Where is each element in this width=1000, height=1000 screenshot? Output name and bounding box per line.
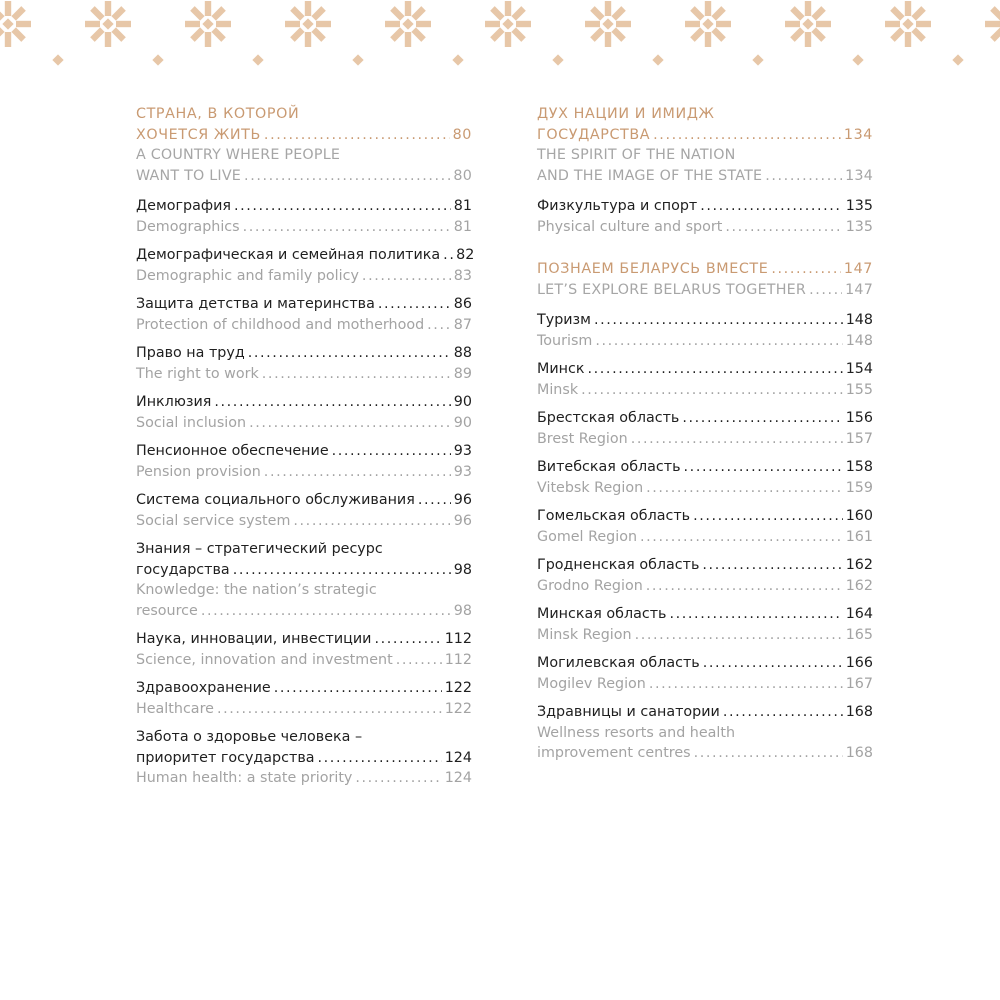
page-number: 159 bbox=[845, 479, 873, 496]
toc-line bbox=[537, 743, 873, 764]
toc-line bbox=[136, 462, 472, 483]
page-number: 93 bbox=[453, 443, 472, 459]
toc-entry-title: Здравницы и санатории bbox=[537, 704, 720, 720]
ornament-border bbox=[0, 0, 1000, 72]
snowflake-ornament-icon bbox=[85, 1, 131, 47]
page-number: 80 bbox=[452, 126, 472, 143]
toc-entry bbox=[537, 359, 873, 400]
toc-entry bbox=[537, 196, 873, 237]
toc-entry-title: ПОЗНАЕМ БЕЛАРУСЬ ВМЕСТЕ bbox=[537, 261, 769, 277]
toc-line bbox=[136, 343, 472, 364]
page-number: 134 bbox=[843, 126, 873, 143]
toc-entry-title: Знания – стратегический ресурс bbox=[136, 541, 383, 557]
page-number: 134 bbox=[845, 167, 873, 184]
toc-entry-title: Витебская область bbox=[537, 459, 681, 475]
toc-line bbox=[537, 674, 873, 695]
toc-entry-title: The right to work bbox=[136, 365, 259, 382]
toc-line bbox=[537, 217, 873, 238]
toc-line bbox=[136, 125, 472, 146]
toc-line bbox=[136, 196, 472, 217]
dot-leader bbox=[640, 527, 843, 548]
dot-leader bbox=[725, 217, 842, 238]
page-number: 165 bbox=[845, 626, 873, 643]
dot-leader bbox=[587, 359, 842, 380]
toc-entry-title: Физкультура и спорт bbox=[537, 198, 698, 214]
page-number: 81 bbox=[453, 198, 472, 214]
toc-line bbox=[136, 768, 472, 789]
dot-leader bbox=[248, 343, 451, 364]
toc-line bbox=[537, 166, 873, 187]
snowflake-ornament-icon bbox=[985, 1, 1000, 47]
toc-line bbox=[136, 145, 472, 166]
toc-entry bbox=[136, 441, 472, 482]
page-number: 112 bbox=[444, 631, 472, 647]
toc-entry-title: resource bbox=[136, 602, 198, 619]
toc-entry-title: Минская область bbox=[537, 606, 667, 622]
toc-entry bbox=[136, 392, 472, 433]
page-number: 122 bbox=[444, 680, 472, 696]
toc-line bbox=[537, 104, 873, 125]
toc-line bbox=[537, 145, 873, 166]
page-number: 81 bbox=[453, 218, 472, 235]
toc-line bbox=[537, 196, 873, 217]
toc-line bbox=[136, 490, 472, 511]
page-number: 158 bbox=[845, 459, 873, 475]
toc-entry-title: Minsk Region bbox=[537, 626, 632, 643]
toc-entry-title: Healthcare bbox=[136, 700, 214, 717]
toc-line bbox=[537, 478, 873, 499]
dot-leader bbox=[684, 457, 843, 478]
page-number: 124 bbox=[444, 749, 472, 766]
dot-leader bbox=[631, 429, 843, 450]
page-number: 166 bbox=[845, 655, 873, 671]
diamond-ornament-icon bbox=[952, 54, 963, 65]
toc-line bbox=[136, 580, 472, 601]
dot-leader bbox=[703, 653, 843, 674]
toc-entry-title: Забота о здоровье человека – bbox=[136, 729, 363, 745]
diamond-ornament-icon bbox=[552, 54, 563, 65]
toc-line bbox=[136, 650, 472, 671]
toc-line bbox=[537, 457, 873, 478]
dot-leader bbox=[355, 768, 441, 789]
toc-line bbox=[537, 408, 873, 429]
page-number: 167 bbox=[845, 675, 873, 692]
toc-entry-title: Наука, инновации, инвестиции bbox=[136, 631, 372, 647]
dot-leader bbox=[635, 625, 843, 646]
dot-leader bbox=[201, 601, 451, 622]
toc-entry-title: Social service system bbox=[136, 512, 291, 529]
toc-entry-title: Инклюзия bbox=[136, 394, 212, 410]
page-number: 135 bbox=[845, 218, 873, 235]
page-number: 156 bbox=[845, 410, 873, 426]
toc-line bbox=[136, 364, 472, 385]
toc-entry bbox=[537, 506, 873, 547]
page-number: 96 bbox=[453, 492, 472, 508]
toc-entry bbox=[136, 104, 472, 186]
dot-leader bbox=[243, 217, 451, 238]
toc-line bbox=[537, 653, 873, 674]
toc-entry bbox=[136, 196, 472, 237]
page-number: 112 bbox=[444, 651, 472, 668]
page-number: 147 bbox=[845, 281, 873, 298]
toc-line bbox=[136, 294, 472, 315]
dot-leader bbox=[653, 125, 841, 146]
dot-leader bbox=[214, 392, 450, 413]
toc-entry-title: Gomel Region bbox=[537, 528, 638, 545]
dot-leader bbox=[771, 259, 841, 280]
dot-leader bbox=[318, 748, 442, 769]
page-number: 122 bbox=[444, 700, 472, 717]
toc-entry-title: Protection of childhood and motherhood bbox=[136, 316, 425, 333]
dot-leader bbox=[234, 196, 451, 217]
toc-entry-title: LET’S EXPLORE BELARUS TOGETHER bbox=[537, 281, 807, 298]
toc-line bbox=[136, 104, 472, 125]
toc-line bbox=[136, 392, 472, 413]
toc-line bbox=[537, 259, 873, 280]
diamond-ornament-icon bbox=[452, 54, 463, 65]
diamond-ornament-icon bbox=[252, 54, 263, 65]
dot-leader bbox=[700, 196, 842, 217]
page-number: 93 bbox=[453, 463, 472, 480]
toc-entry-title: Knowledge: the nation’s strategic bbox=[136, 582, 377, 598]
toc-line bbox=[136, 441, 472, 462]
toc-line bbox=[537, 723, 873, 744]
toc-line bbox=[136, 511, 472, 532]
snowflake-ornament-icon bbox=[0, 1, 31, 47]
page-number: 80 bbox=[453, 167, 472, 184]
dot-leader bbox=[293, 511, 450, 532]
page-number: 168 bbox=[845, 704, 873, 720]
toc-entry-title: Пенсионное обеспечение bbox=[136, 443, 329, 459]
dot-leader bbox=[646, 478, 843, 499]
toc-line bbox=[537, 380, 873, 401]
toc-entry-title: ГОСУДАРСТВА bbox=[537, 126, 651, 143]
page-number: 148 bbox=[845, 312, 873, 328]
page-number: 154 bbox=[845, 361, 873, 377]
diamond-ornament-icon bbox=[652, 54, 663, 65]
dot-leader bbox=[274, 678, 442, 699]
dot-leader bbox=[264, 462, 451, 483]
dot-leader bbox=[217, 699, 442, 720]
dot-leader bbox=[418, 490, 451, 511]
diamond-ornament-icon bbox=[352, 54, 363, 65]
dot-leader bbox=[581, 380, 843, 401]
dot-leader bbox=[595, 331, 842, 352]
dot-leader bbox=[262, 364, 451, 385]
dot-leader bbox=[443, 245, 453, 266]
toc-entry-title: СТРАНА, В КОТОРОЙ bbox=[136, 106, 300, 122]
toc-entry-title: Гомельская область bbox=[537, 508, 691, 524]
toc-entry bbox=[537, 408, 873, 449]
toc-entry-title: Минск bbox=[537, 361, 585, 377]
toc-entry-title: ДУХ НАЦИИ И ИМИДЖ bbox=[537, 106, 715, 122]
page-number: 162 bbox=[845, 557, 873, 573]
toc-entry bbox=[136, 539, 472, 621]
toc-line bbox=[537, 310, 873, 331]
dot-leader bbox=[723, 702, 843, 723]
page-number: 135 bbox=[845, 198, 873, 214]
dot-leader bbox=[693, 506, 843, 527]
toc-entry bbox=[136, 245, 475, 286]
toc-line bbox=[136, 748, 472, 769]
toc-entry bbox=[136, 727, 472, 789]
page-number: 148 bbox=[845, 332, 873, 349]
toc-line bbox=[136, 245, 475, 266]
toc-entry-title: Туризм bbox=[537, 312, 591, 328]
page-number: 162 bbox=[845, 577, 873, 594]
toc-entry bbox=[537, 310, 873, 351]
snowflake-ornament-icon bbox=[185, 1, 231, 47]
snowflake-ornament-icon bbox=[385, 1, 431, 47]
dot-leader bbox=[646, 576, 843, 597]
toc-line bbox=[136, 601, 472, 622]
page-number: 161 bbox=[845, 528, 873, 545]
dot-leader bbox=[702, 555, 842, 576]
toc-line bbox=[537, 280, 873, 301]
dot-leader bbox=[264, 125, 450, 146]
toc-entry-title: Могилевская область bbox=[537, 655, 700, 671]
toc-entry-title: Science, innovation and investment bbox=[136, 651, 393, 668]
toc-entry bbox=[537, 259, 873, 300]
dot-leader bbox=[362, 266, 451, 287]
toc-entry bbox=[537, 555, 873, 596]
toc-line bbox=[136, 699, 472, 720]
page-number: 124 bbox=[444, 770, 472, 786]
toc-line bbox=[136, 315, 472, 336]
toc-entry bbox=[136, 629, 472, 670]
toc-entry-title: THE SPIRIT OF THE NATION bbox=[537, 147, 736, 163]
toc-entry-title: Демография bbox=[136, 198, 231, 214]
toc-entry bbox=[136, 294, 472, 335]
toc-line bbox=[537, 702, 873, 723]
toc-entry-title: Pension provision bbox=[136, 463, 261, 480]
diamond-ornament-icon bbox=[152, 54, 163, 65]
diamond-ornament-icon bbox=[852, 54, 863, 65]
toc-line bbox=[537, 576, 873, 597]
toc-line bbox=[537, 555, 873, 576]
toc-entry-title: Vitebsk Region bbox=[537, 479, 644, 496]
dot-leader bbox=[594, 310, 843, 331]
toc-entry-title: Демографическая и семейная политика bbox=[136, 247, 441, 263]
dot-leader bbox=[682, 408, 842, 429]
toc-entry bbox=[537, 604, 873, 645]
page-number: 82 bbox=[456, 247, 475, 263]
toc-entry-title: A COUNTRY WHERE PEOPLE bbox=[136, 147, 341, 163]
toc-entry-title: Human health: a state priority bbox=[136, 770, 353, 786]
toc-entry-title: Social inclusion bbox=[136, 414, 247, 431]
toc-entry bbox=[537, 104, 873, 186]
snowflake-ornament-icon bbox=[285, 1, 331, 47]
dot-leader bbox=[396, 650, 442, 671]
toc-entry bbox=[537, 457, 873, 498]
toc-left-column bbox=[136, 104, 475, 797]
page-number: 164 bbox=[845, 606, 873, 622]
toc-entry bbox=[537, 702, 873, 764]
toc-entry-title: Здравоохранение bbox=[136, 680, 271, 696]
dot-leader bbox=[244, 166, 450, 187]
page-number: 168 bbox=[845, 745, 873, 761]
page-number: 83 bbox=[453, 267, 472, 284]
page-number: 96 bbox=[453, 512, 472, 529]
dot-leader bbox=[649, 674, 843, 695]
toc-line bbox=[136, 678, 472, 699]
page-number: 157 bbox=[845, 430, 873, 447]
toc-entry-title: Demographic and family policy bbox=[136, 267, 359, 284]
snowflake-ornament-icon bbox=[485, 1, 531, 47]
toc-right-column bbox=[537, 104, 873, 772]
page-number: 98 bbox=[453, 561, 472, 578]
page-number: 147 bbox=[843, 261, 873, 277]
toc-entry-title: государства bbox=[136, 561, 230, 578]
page-number: 155 bbox=[845, 381, 873, 398]
toc-entry-title: Tourism bbox=[537, 332, 593, 349]
toc-entry-title: Grodno Region bbox=[537, 577, 643, 594]
toc-line bbox=[136, 727, 472, 748]
toc-line bbox=[136, 217, 472, 238]
toc-line bbox=[537, 359, 873, 380]
toc-entry-title: приоритет государства bbox=[136, 749, 315, 766]
toc-entry-title: Physical culture and sport bbox=[537, 218, 723, 235]
toc-entry-title: improvement centres bbox=[537, 745, 691, 761]
toc-entry-title: AND THE IMAGE OF THE STATE bbox=[537, 167, 763, 184]
dot-leader bbox=[694, 743, 843, 764]
toc-line bbox=[136, 629, 472, 650]
toc-line bbox=[537, 506, 873, 527]
toc-entry bbox=[136, 678, 472, 719]
page-number: 87 bbox=[453, 316, 472, 333]
dot-leader bbox=[233, 560, 451, 581]
page-number: 98 bbox=[453, 602, 472, 619]
toc-line bbox=[537, 604, 873, 625]
page-number: 90 bbox=[453, 414, 472, 431]
toc-entry bbox=[136, 343, 472, 384]
toc-line bbox=[136, 560, 472, 581]
dot-leader bbox=[765, 166, 842, 187]
toc-entry-title: Brest Region bbox=[537, 430, 628, 447]
toc-line bbox=[537, 331, 873, 352]
toc-line bbox=[136, 166, 472, 187]
page-number: 90 bbox=[453, 394, 472, 410]
snowflake-ornament-icon bbox=[585, 1, 631, 47]
diamond-ornament-icon bbox=[52, 54, 63, 65]
toc-line bbox=[537, 429, 873, 450]
toc-entry-title: Право на труд bbox=[136, 345, 245, 361]
dot-leader bbox=[332, 441, 451, 462]
toc-entry-title: Брестская область bbox=[537, 410, 680, 426]
page-number: 88 bbox=[453, 345, 472, 361]
toc-entry-title: Гродненская область bbox=[537, 557, 700, 573]
toc-entry-title: Wellness resorts and health bbox=[537, 724, 736, 741]
snowflake-ornament-icon bbox=[685, 1, 731, 47]
page-number: 89 bbox=[453, 365, 472, 382]
dot-leader bbox=[374, 629, 441, 650]
page-number: 160 bbox=[845, 508, 873, 524]
dot-leader bbox=[378, 294, 451, 315]
toc-entry-title: Minsk bbox=[537, 381, 579, 398]
dot-leader bbox=[249, 413, 451, 434]
toc-line bbox=[537, 527, 873, 548]
diamond-ornament-icon bbox=[752, 54, 763, 65]
toc-entry bbox=[537, 653, 873, 694]
dot-leader bbox=[809, 280, 842, 301]
toc-entry bbox=[136, 490, 472, 531]
toc-entry-title: Защита детства и материнства bbox=[136, 296, 375, 312]
toc-entry-title: Demographics bbox=[136, 218, 240, 235]
snowflake-ornament-icon bbox=[785, 1, 831, 47]
toc-line bbox=[537, 625, 873, 646]
toc-line bbox=[136, 413, 472, 434]
dot-leader bbox=[427, 315, 451, 336]
snowflake-ornament-icon bbox=[885, 1, 931, 47]
toc-entry-title: Система социального обслуживания bbox=[136, 492, 415, 508]
toc-entry-title: WANT TO LIVE bbox=[136, 167, 242, 184]
toc-line bbox=[537, 125, 873, 146]
toc-line bbox=[136, 539, 472, 560]
toc-line bbox=[136, 266, 472, 287]
toc-entry-title: ХОЧЕТСЯ ЖИТЬ bbox=[136, 126, 261, 143]
page-number: 86 bbox=[453, 296, 472, 312]
dot-leader bbox=[669, 604, 842, 625]
toc-entry-title: Mogilev Region bbox=[537, 675, 646, 692]
